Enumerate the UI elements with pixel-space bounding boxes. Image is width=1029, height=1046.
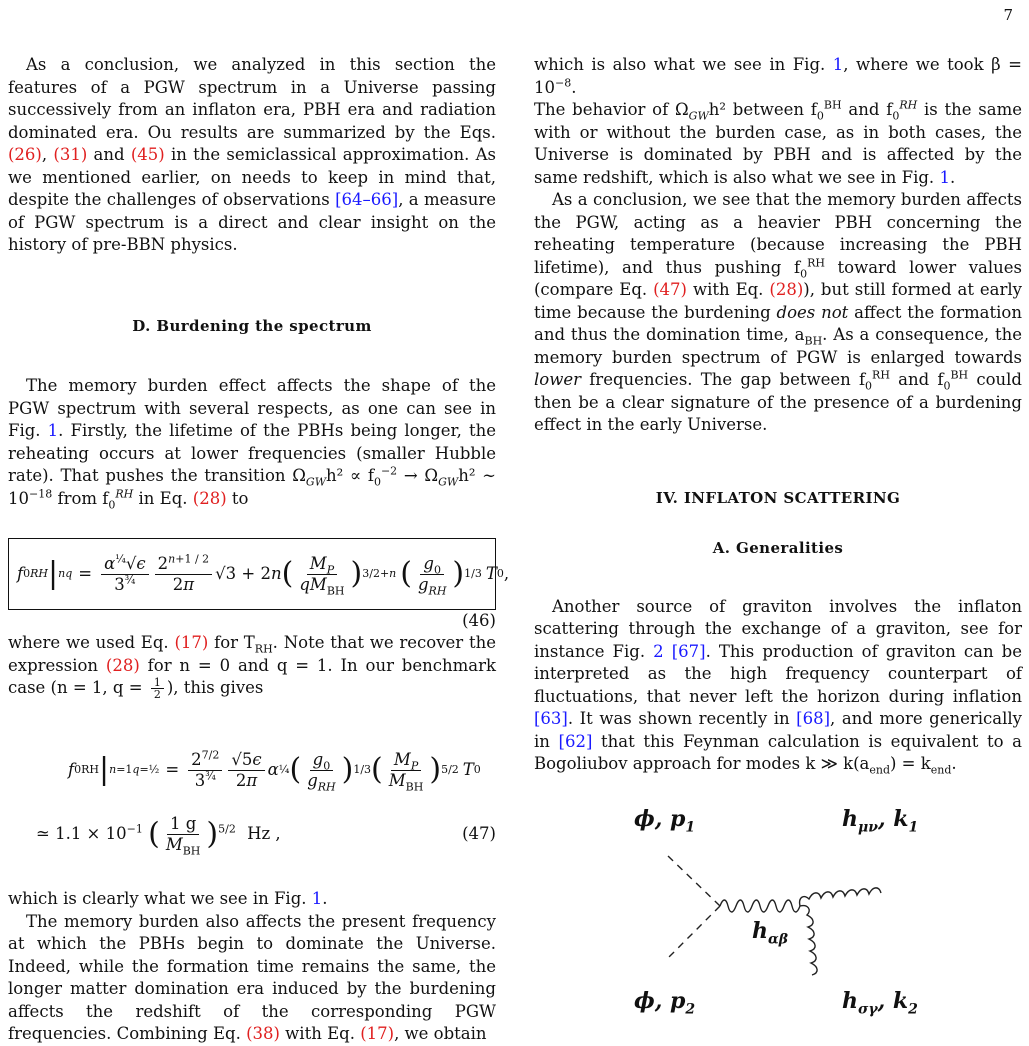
feynman-label-phi-p1: ϕ, $p_1$: [634, 806, 696, 836]
graviton-propagator: [720, 900, 800, 912]
equation-46-number: (46): [462, 611, 496, 630]
eq-link-28[interactable]: (28): [192, 488, 227, 508]
citation-link-62[interactable]: [62]: [558, 731, 593, 751]
eq-link-47[interactable]: (47): [653, 280, 687, 299]
paragraph-present-frequency: The memory burden also affects the present frequency at which the PBHs begin to dominate the Universe. Indeed, while the formation time remains the same, the longer matter domination era induced by the burdening affects the redshift of the corresponding PGW frequencies. Combining Eq. (38) with Eq. (17), we obtain: [8, 911, 496, 1043]
citation-link-63[interactable]: [63]: [534, 709, 568, 728]
eq-link-31[interactable]: (31): [53, 145, 88, 164]
fig-link-1[interactable]: 1: [47, 421, 59, 440]
eq-link-26[interactable]: (26): [8, 145, 42, 164]
fig-link-1[interactable]: 1: [939, 167, 950, 187]
paragraph-where-used: where we used Eq. (17) for $T_{RH}$. Note that we recover the expression (28) for n = 0 and q = 1. In our benchmark case (n = 1, q = $\frac{1}{2}$ ), this gives: [8, 633, 496, 701]
inflaton-line-bottom: [668, 906, 720, 958]
feynman-label-h-sigma-gamma-k2: $h_{\sigma\gamma}$, $k_2$: [842, 988, 918, 1018]
citation-link-64-66[interactable]: [64–66]: [335, 190, 399, 209]
equation-46-box: f 0 RH | n q = $\frac{\alpha^{\frac{1}{4}}√\epsilon}{3^{\frac{3}{4}}}$ $\frac{2^{n+1 / 2}}{2\pi}$ √3 + 2n ( $\frac{M_P}{qM_{BH}}$ ) 3/2+n ( $\frac{g_0}{g_{RH}}$ ) 1/3 T 0 ,: [8, 538, 496, 610]
paragraph-behavior: The behavior of $\Omega_{GW}h^2$ between $f_0^{BH}$ and $f_0^{RH}$ is the same with or without the burden case, as in both cases, the Universe is dominated by PBH and is affected by the same redshift, which is also what we see in Fig. 1.: [534, 98, 1023, 187]
equation-47-line-2: ≃ $1.1 \times 10^{-1}$ ( $\frac{1 g}{M_{BH}}$ )$^{5/2}$ Hz , (47): [36, 813, 496, 857]
section-heading-iv: IV. INFLATON SCATTERING: [655, 488, 901, 507]
eq-link-17[interactable]: (17): [360, 1024, 395, 1043]
citation-link-67[interactable]: [67]: [671, 641, 706, 661]
right-column: [534, 54, 1022, 776]
paragraph-inflaton-scattering: Another source of graviton involves the inflaton scattering through the exchange of a graviton, see for instance Fig. 2 [67]. This production of graviton can be interpreted as the high frequency counterpart of fluctuations, that never left the horizon during inflation [63]. It was shown recently in [68], and more generically in [62] that this Feynman calculation is equivalent to a Bogoliubov approach for modes k ≫ $k(a_{end}) = k_{end}$.: [534, 596, 1022, 777]
feynman-label-h-alpha-beta: $h_{\alpha\beta}$: [752, 918, 789, 948]
eq-link-28[interactable]: (28): [769, 280, 804, 299]
paragraph-beta: which is also what we see in Fig. 1, where we took $\beta = 10^{-8}$.: [534, 55, 1022, 97]
paragraph-burden-shape: The memory burden effect affects the shape of the PGW spectrum with several respects, as one can see in Fig. 1. Firstly, the lifetime of the PBHs being longer, the reheating occurs at lower frequencies (smaller Hubble rate). That pushes the transition $\Omega_{GW}h^2 \propto f_0^{-2} \to \Omega_{GW}h^2$ ∼ $10^{-18}$ from $f_0^{RH}$ in Eq. (28) to: [8, 376, 497, 511]
citation-link-68[interactable]: [68]: [796, 709, 831, 728]
eq-link-45[interactable]: (45): [130, 145, 165, 164]
inflaton-line-top: [668, 856, 720, 906]
feynman-label-h-mu-nu-k1: $h_{\mu\nu}$, $k_1$: [842, 806, 919, 836]
fig-link-1[interactable]: 1: [832, 55, 844, 74]
page-number: 7: [1003, 6, 1013, 24]
paragraph-memory-conclusion: As a conclusion, we see that the memory burden affects the PGW, acting as a heavier PBH concerning the reheating temperature (because increasing the PBH lifetime), and thus pushing $f_0^{RH}$ toward lower values (compare Eq. (47) with Eq. (28)), but still formed at early time because the burdening does not affect the formation and thus the domination time, $a_{BH}$. As a consequence, the memory burden spectrum of PGW is enlarged towards lower frequencies. The gap between $f_0^{RH}$ and $f_0^{BH}$ could then be a clear signature of the presence of a burdening effect in the early Universe.: [534, 190, 1023, 434]
graviton-line-bottom: [800, 906, 817, 975]
equation-47-line-1: f 0 RH | n=1 q=½ = $\frac{2^{7/2}}{3^{\frac{3}{4}}}$ $\frac{√5\epsilon}{2\pi}$ α ¼ ( $\frac{g_0}{g_{RH}}$ ) 1/3 ( $\frac{M_P}{M_{BH}}$ ) 5/2 T 0: [68, 748, 481, 793]
left-column: [8, 54, 510, 1046]
eq-link-17[interactable]: (17): [174, 633, 209, 652]
section-heading-d: D. Burdening the spectrum: [132, 316, 372, 335]
fig-link-2[interactable]: 2: [653, 641, 664, 661]
graviton-line-top: [800, 888, 881, 906]
eq-link-28[interactable]: (28): [105, 655, 140, 675]
section-heading-a: A. Generalities: [712, 539, 844, 557]
equation-47-number: (47): [462, 823, 496, 843]
paragraph-conclusion: As a conclusion, we analyzed in this section the features of a PGW spectrum in a Universe passing successively from an inflaton era, PBH era and radiation dominated era. Ou results are summarized by the Eqs. (26), (31) and (45) in the semiclassical approximation. As we mentioned earlier, on needs to keep in mind that, despite the challenges of observations [64–66], a measure of PGW spectrum is a direct and clear insight on the history of pre-BBN physics.: [8, 55, 496, 254]
fig-link-1[interactable]: 1: [311, 889, 323, 908]
paragraph-clearly-fig1: which is clearly what we see in Fig. 1.: [8, 889, 328, 908]
eq-link-38[interactable]: (38): [246, 1024, 280, 1043]
feynman-label-phi-p2: ϕ, $p_2$: [634, 988, 696, 1018]
